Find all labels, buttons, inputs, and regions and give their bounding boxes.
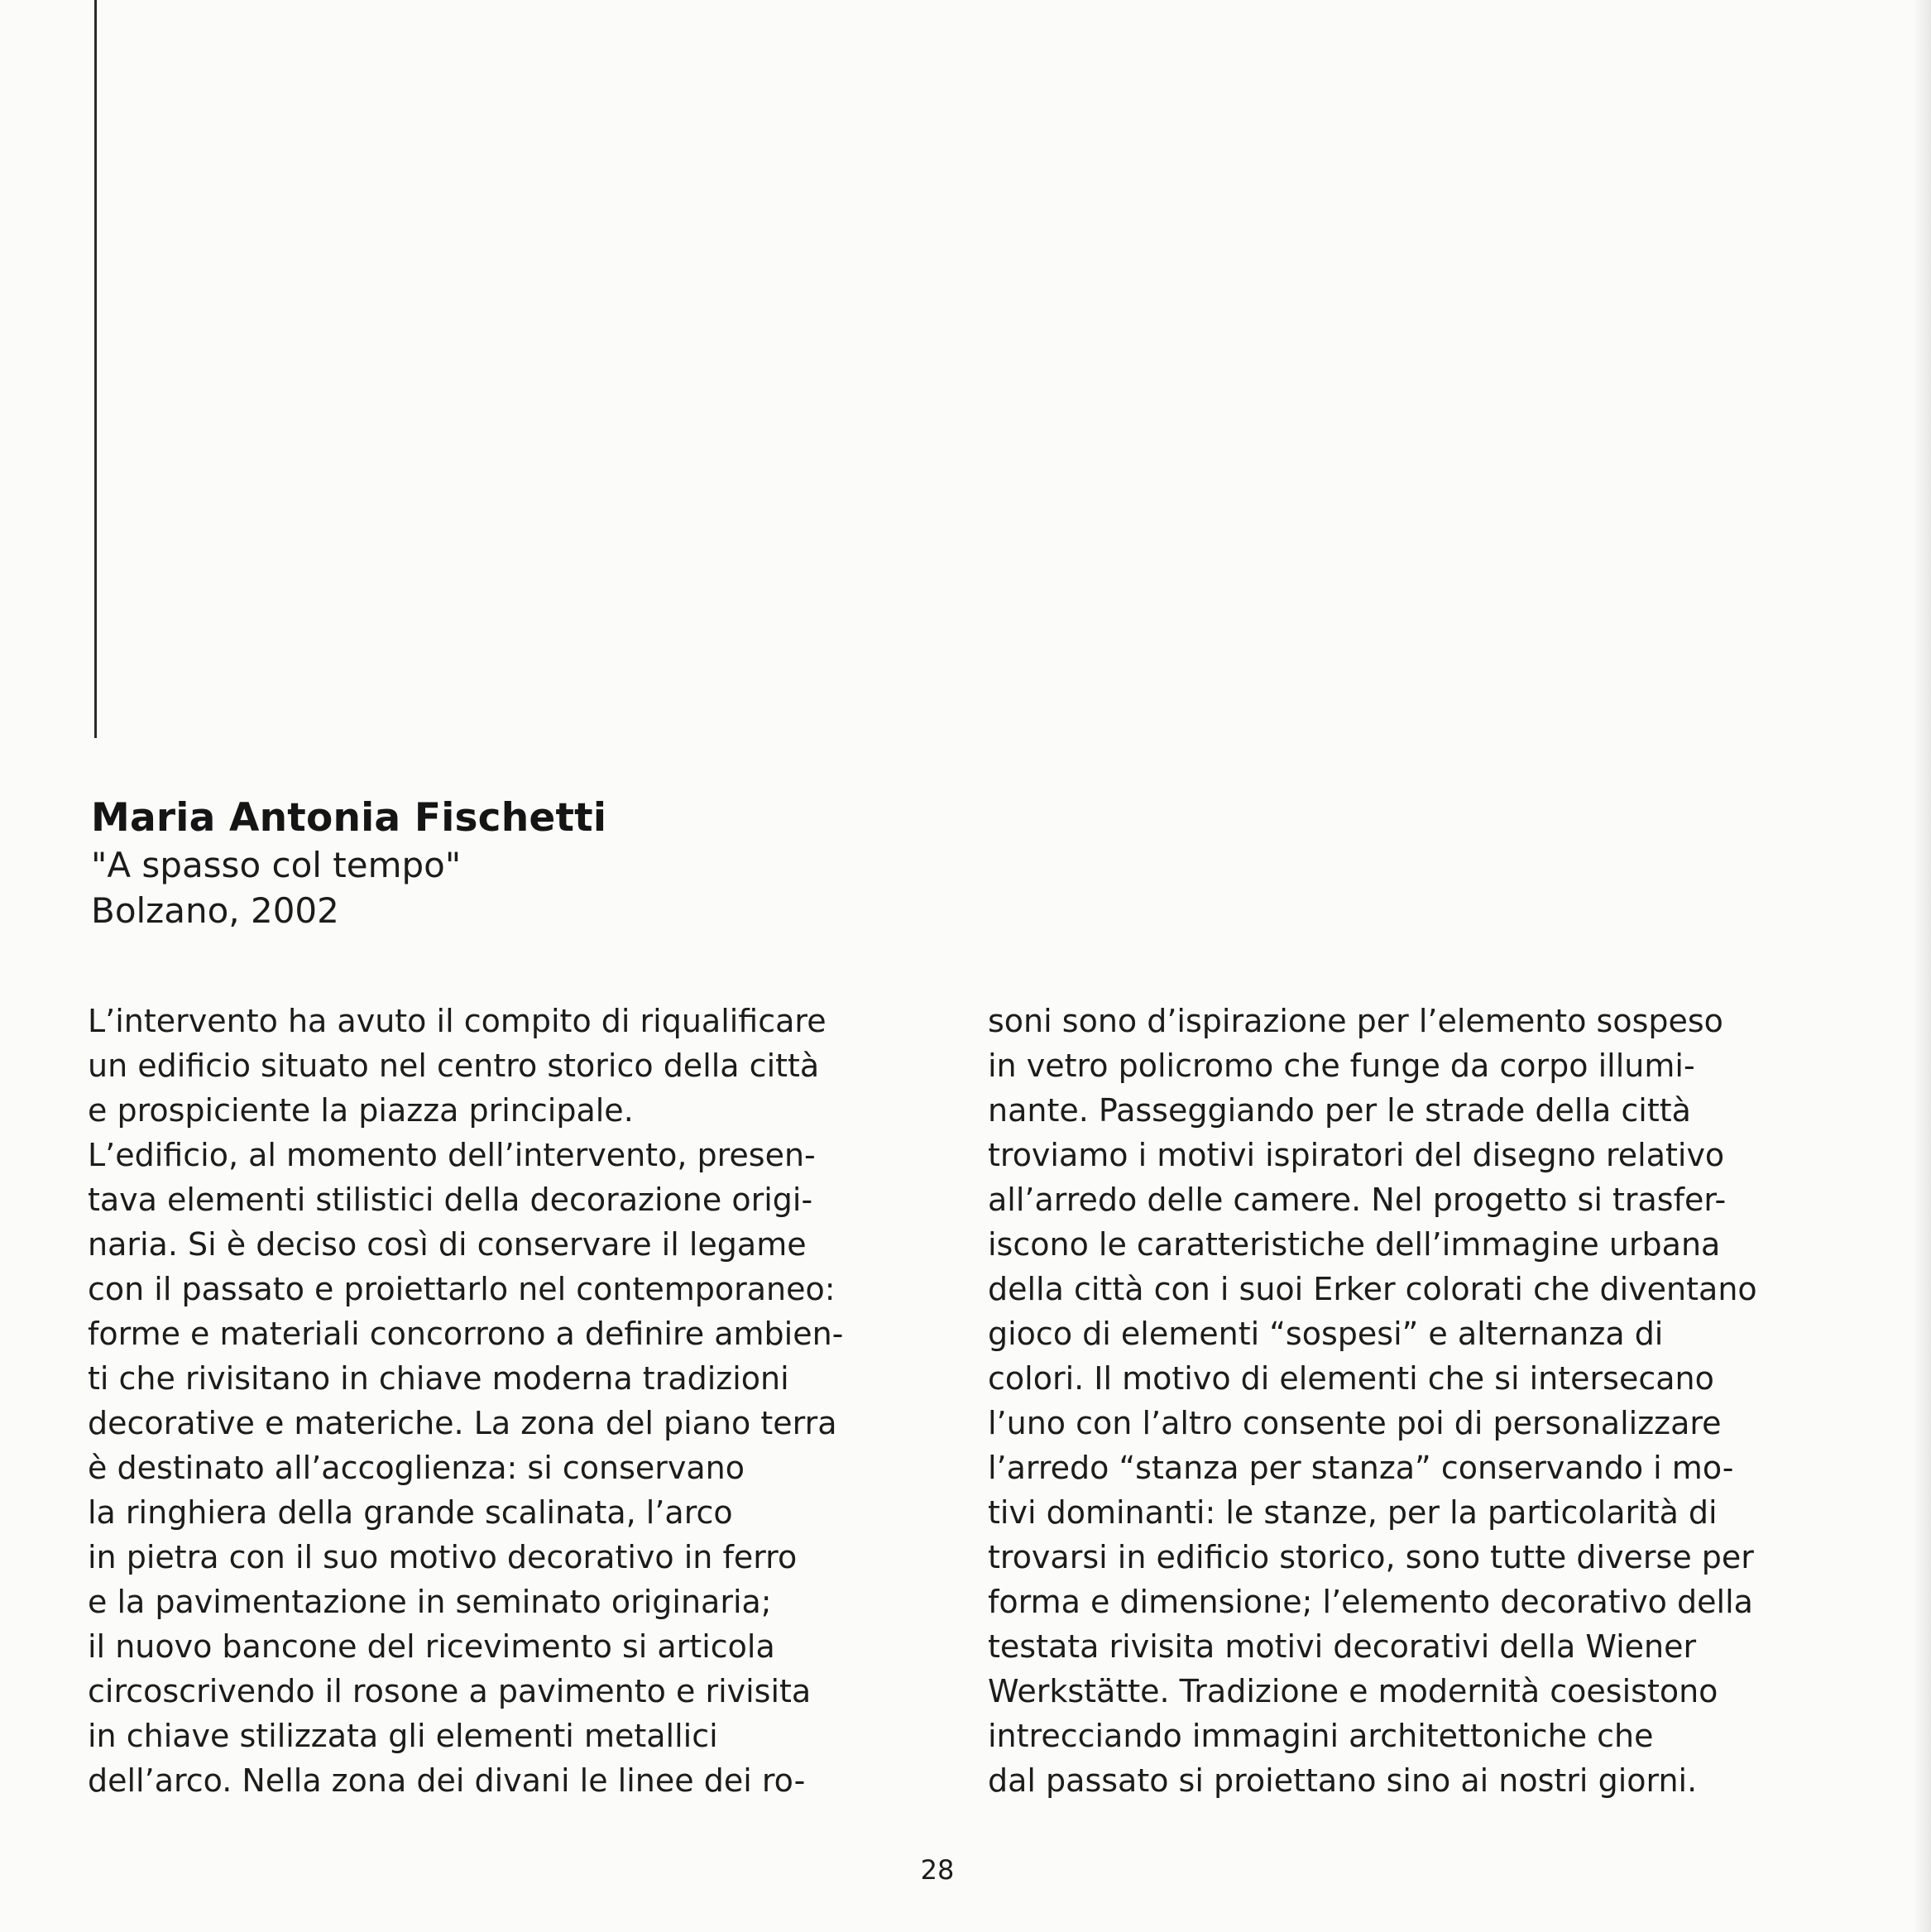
text-column-left xyxy=(88,999,843,1803)
text-line: intrecciando immagini architettoniche che xyxy=(988,1718,1654,1754)
text-line: soni sono d’ispirazione per l’elemento sospeso xyxy=(988,1003,1723,1039)
text-line: ti che rivisitano in chiave moderna tradizioni xyxy=(88,1360,789,1397)
text-line: il nuovo bancone del ricevimento si articola xyxy=(88,1628,775,1665)
vertical-rule xyxy=(94,0,97,738)
text-line: l’arredo “stanza per stanza” conservando i mo- xyxy=(988,1450,1734,1486)
text-column-right xyxy=(988,999,1757,1803)
text-line: L’intervento ha avuto il compito di riqualificare xyxy=(88,1003,827,1039)
text-line: gioco di elementi “sospesi” e alternanza di xyxy=(988,1316,1664,1352)
text-line: è destinato all’accoglienza: si conservano xyxy=(88,1450,745,1486)
text-line: iscono le caratteristiche dell’immagine urbana xyxy=(988,1226,1721,1263)
text-line: e la pavimentazione in seminato originaria; xyxy=(88,1584,772,1620)
text-line: nante. Passeggiando per le strade della città xyxy=(988,1092,1691,1129)
text-line: colori. Il motivo di elementi che si intersecano xyxy=(988,1360,1714,1397)
text-line: troviamo i motivi ispiratori del disegno relativo xyxy=(988,1137,1725,1173)
text-line: L’edificio, al momento dell’intervento, presen- xyxy=(88,1137,816,1173)
text-line: trovarsi in edificio storico, sono tutte diverse per xyxy=(988,1539,1754,1575)
text-line: testata rivisita motivi decorativi della Wiener xyxy=(988,1628,1697,1665)
text-line: dal passato si proiettano sino ai nostri giorni. xyxy=(988,1762,1698,1799)
text-line: in pietra con il suo motivo decorativo in ferro xyxy=(88,1539,798,1575)
text-line: e prospiciente la piazza principale. xyxy=(88,1092,634,1129)
text-line: della città con i suoi Erker colorati che diventano xyxy=(988,1271,1757,1307)
text-line: in chiave stilizzata gli elementi metallici xyxy=(88,1718,718,1754)
text-line: tava elementi stilistici della decorazione origi- xyxy=(88,1182,813,1218)
text-line: circoscrivendo il rosone a pavimento e rivisita xyxy=(88,1673,812,1709)
text-line: un edificio situato nel centro storico della città xyxy=(88,1047,820,1084)
author-name: Maria Antonia Fischetti xyxy=(91,795,607,841)
text-line: naria. Si è deciso così di conservare il legame xyxy=(88,1226,807,1263)
text-line: all’arredo delle camere. Nel progetto si trasfer- xyxy=(988,1182,1727,1218)
project-place-year: Bolzano, 2002 xyxy=(91,890,339,931)
header-block xyxy=(91,794,606,933)
project-title: "A spasso col tempo" xyxy=(91,845,462,885)
text-line: forma e dimensione; l’elemento decorativo della xyxy=(988,1584,1753,1620)
text-line: l’uno con l’altro consente poi di personalizzare xyxy=(988,1405,1722,1441)
text-line: Werkstätte. Tradizione e modernità coesistono xyxy=(988,1673,1718,1709)
text-line: forme e materiali concorrono a definire ambien- xyxy=(88,1316,844,1352)
page-edge-shadow xyxy=(1913,0,1931,1932)
page-number: 28 xyxy=(920,1854,955,1886)
text-line: con il passato e proiettarlo nel contemporaneo: xyxy=(88,1271,836,1307)
text-line: la ringhiera della grande scalinata, l’arco xyxy=(88,1494,733,1531)
text-line: in vetro policromo che funge da corpo illumi- xyxy=(988,1047,1695,1084)
text-line: tivi dominanti: le stanze, per la particolarità di xyxy=(988,1494,1718,1531)
text-line: dell’arco. Nella zona dei divani le linee dei ro- xyxy=(88,1762,806,1799)
text-line: decorative e materiche. La zona del piano terra xyxy=(88,1405,837,1441)
